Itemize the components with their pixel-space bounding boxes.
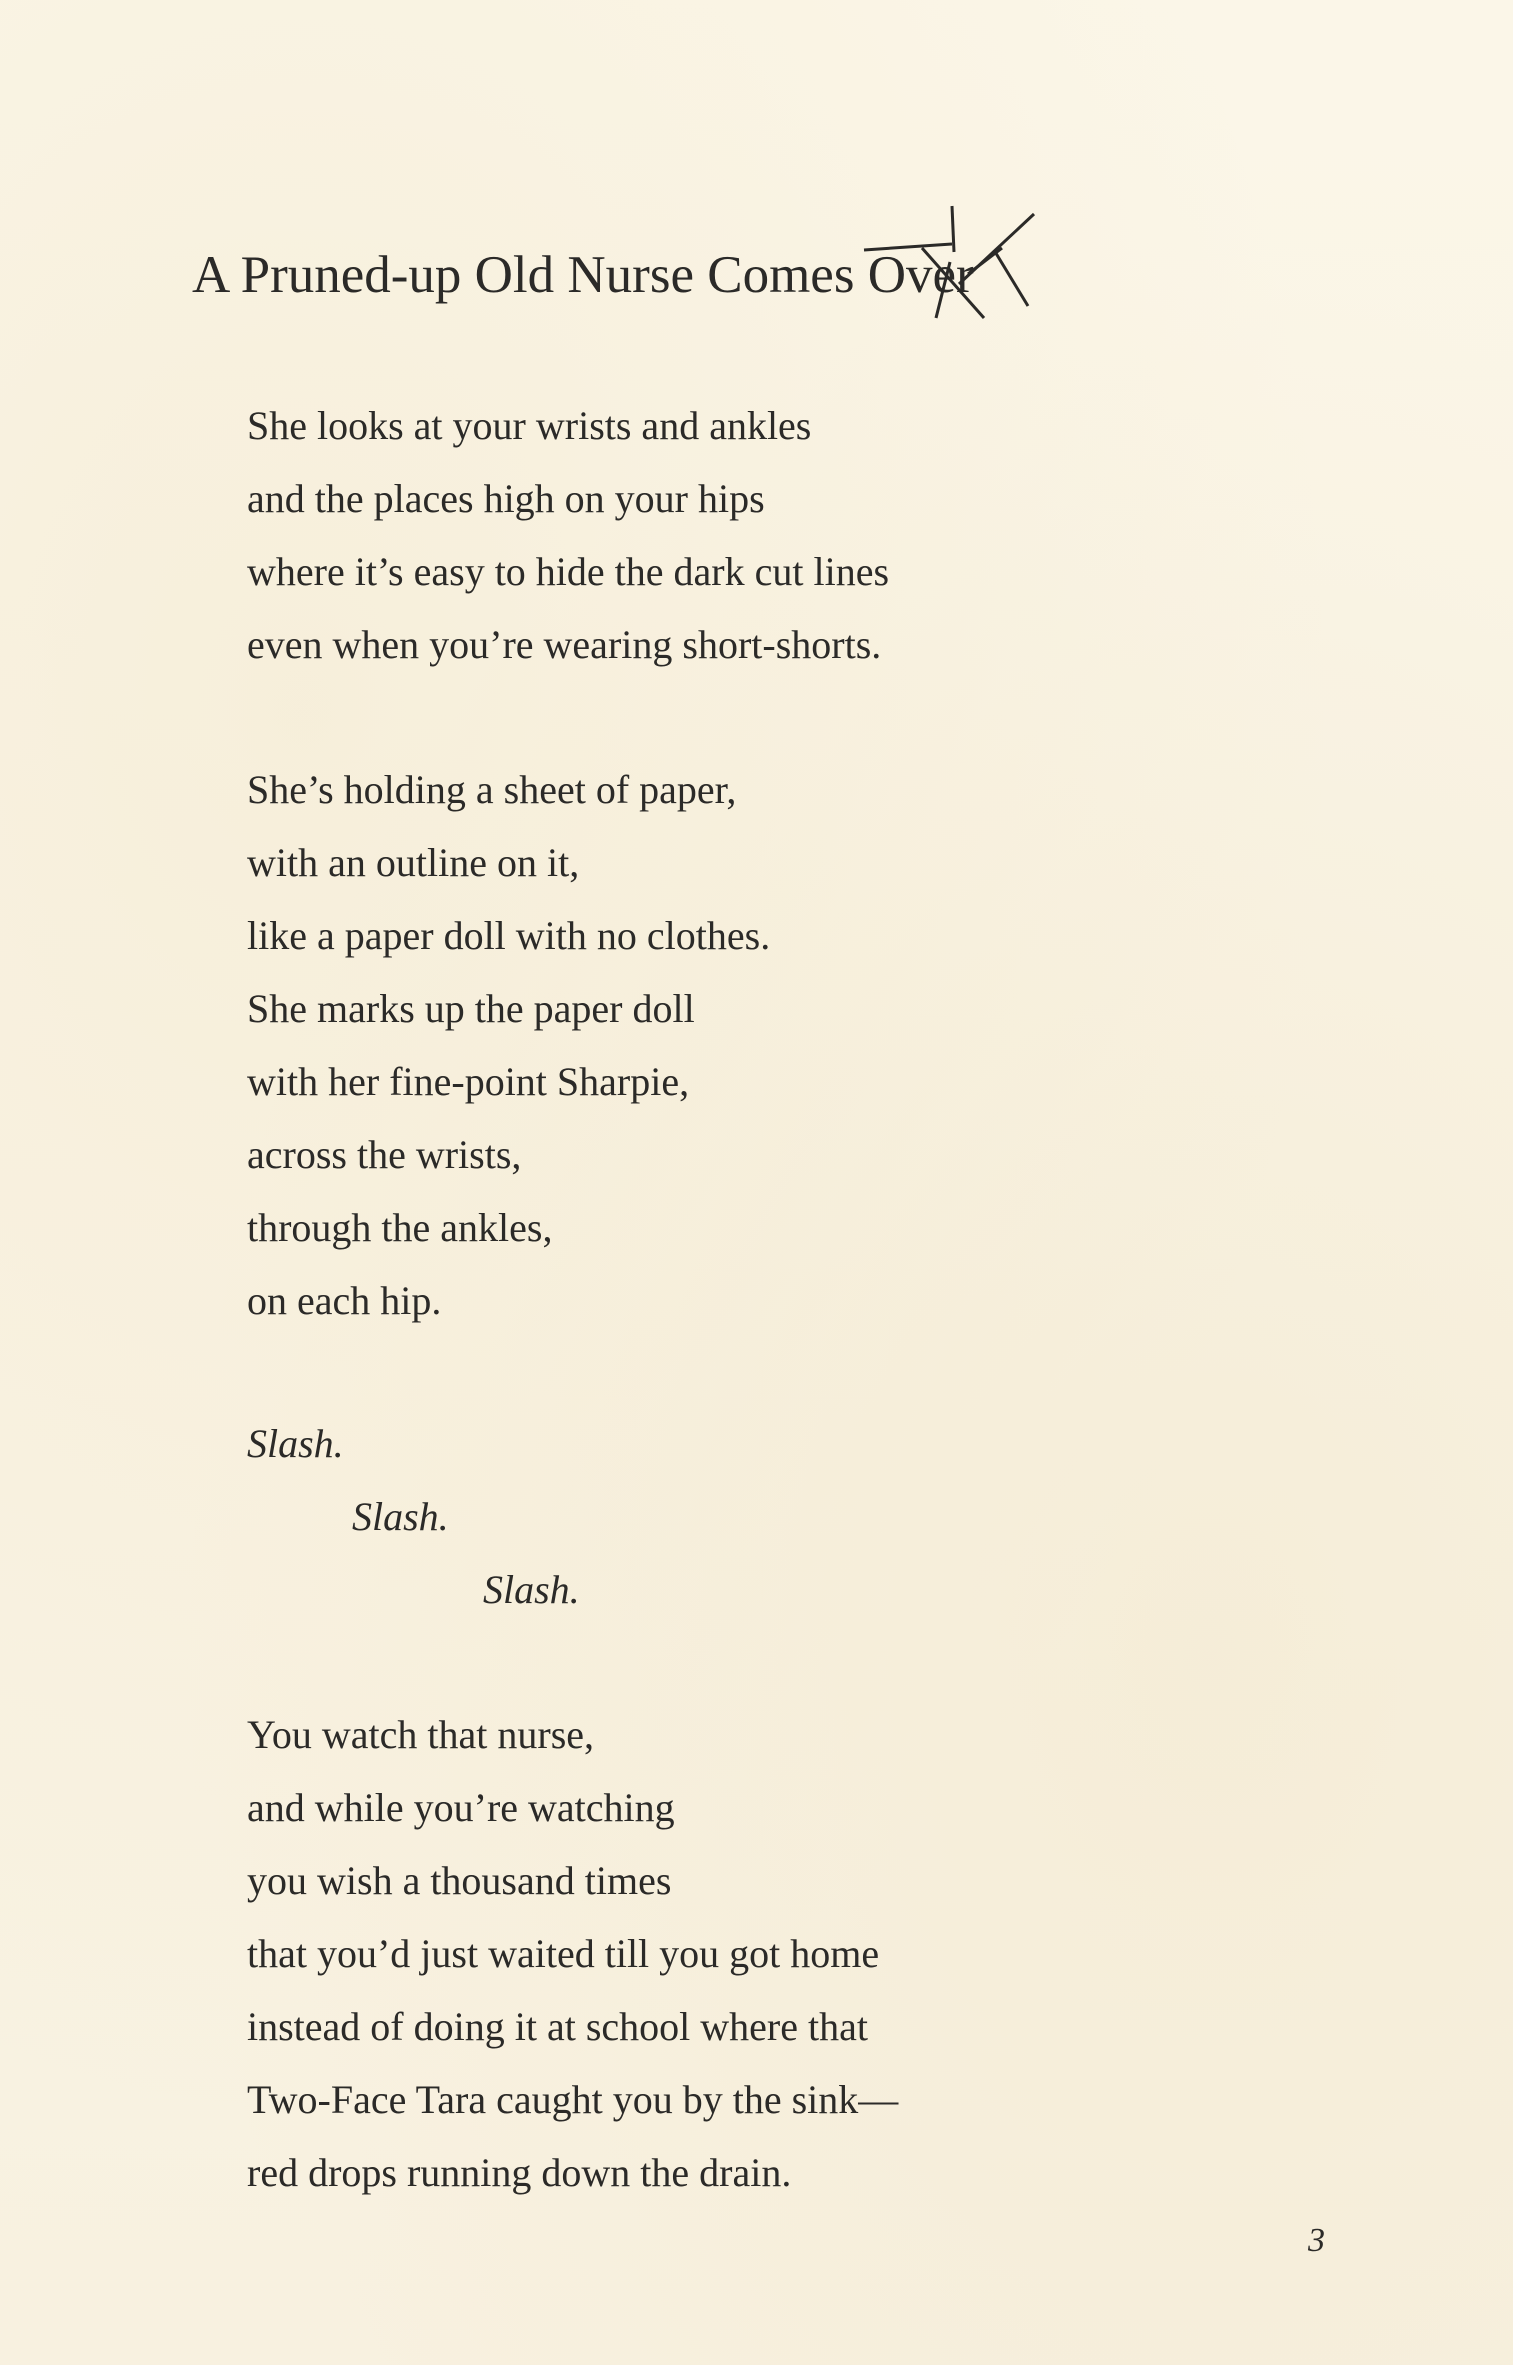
poem-line: across the wrists, [247,1132,522,1177]
poem-title-main: A Pruned-up Old Nurse Comes [192,246,868,304]
poem-line: with an outline on it, [247,840,580,885]
poem-line: you wish a thousand times [247,1858,672,1903]
poem-line: red drops running down the drain. [247,2150,792,2195]
handwritten-scribble-icon [864,206,1044,336]
poem-line: She marks up the paper doll [247,986,695,1031]
poem-line: through the ankles, [247,1205,553,1250]
poem-line: She looks at your wrists and ankles [247,403,812,448]
poem-line: and the places high on your hips [247,476,765,521]
poem-line: You watch that nurse, [247,1712,595,1757]
poem-line: on each hip. [247,1278,442,1323]
page-number: 3 [1308,2222,1325,2259]
poem-line: instead of doing it at school where that [247,2004,868,2049]
poem-line: like a paper doll with no clothes. [247,913,771,958]
poem-line: Two-Face Tara caught you by the sink— [247,2077,899,2122]
poem-slash-line: Slash. [352,1494,449,1539]
poem-title-last-word-text: Over [867,246,974,304]
poem-line: even when you’re wearing short-shorts. [247,622,882,667]
poem-line: with her fine-point Sharpie, [247,1059,690,1104]
poem-line: and while you’re watching [247,1785,675,1830]
poem-title [192,240,974,310]
poem-line: that you’d just waited till you got home [247,1931,880,1976]
poem-slash-line: Slash. [483,1567,580,1612]
poem-title-last-word [868,240,974,310]
poem-line: She’s holding a sheet of paper, [247,767,737,812]
poem-slash-line: Slash. [247,1421,344,1466]
poem-line: where it’s easy to hide the dark cut lines [247,549,890,594]
